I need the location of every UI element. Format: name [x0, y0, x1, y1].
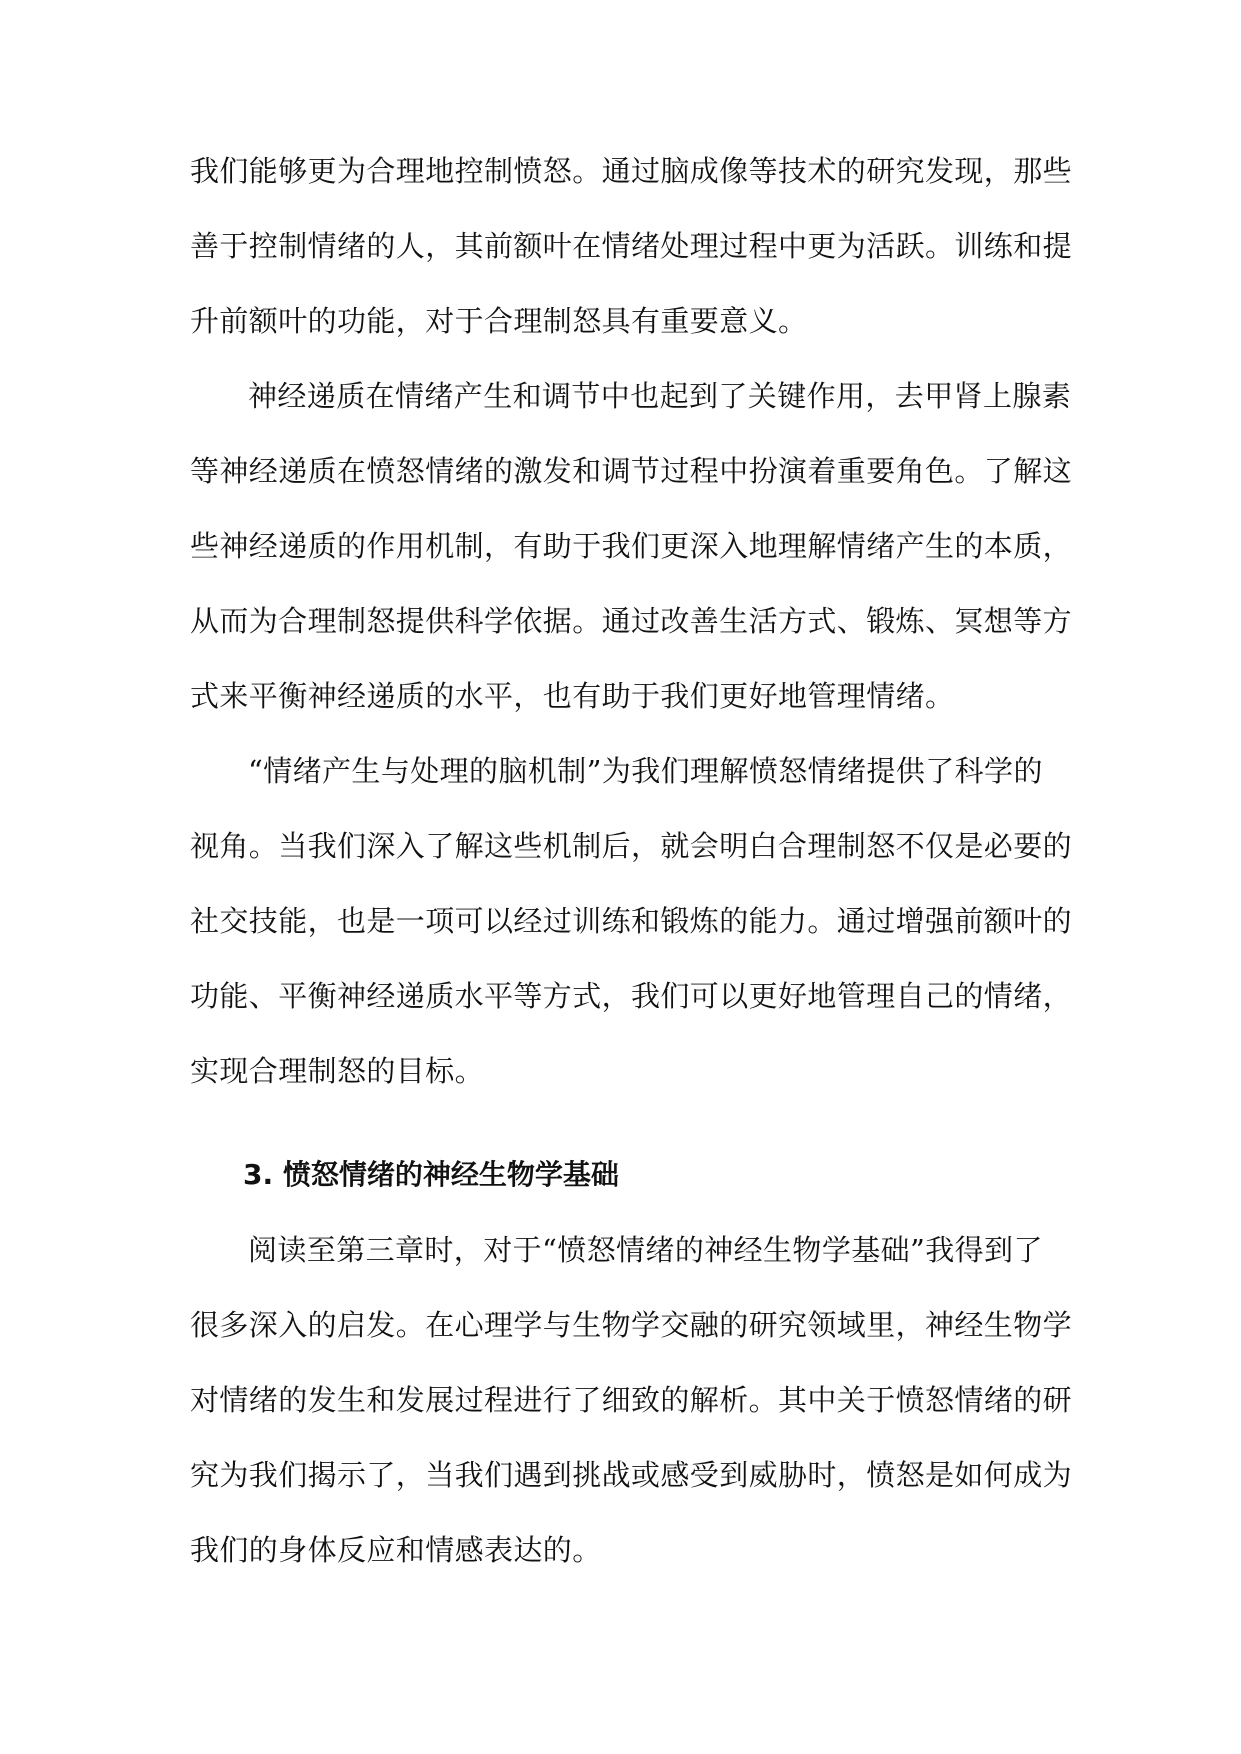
section-paragraph-line-2: 很多深入的启发。在心理学与生物学交融的研究领域里，神经生物学: [190, 1308, 1073, 1342]
paragraph-1-line-3: 升前额叶的功能，对于合理制怒具有重要意义。: [190, 304, 808, 338]
paragraph-3-line-4: 功能、平衡神经递质水平等方式，我们可以更好地管理自己的情绪，: [190, 979, 1073, 1013]
paragraph-3-line-2: 视角。当我们深入了解这些机制后，就会明白合理制怒不仅是必要的: [190, 829, 1073, 863]
paragraph-1-line-2: 善于控制情绪的人，其前额叶在情绪处理过程中更为活跃。训练和提: [190, 229, 1073, 263]
paragraph-3-line-1: “情绪产生与处理的脑机制”为我们理解愤怒情绪提供了科学的: [248, 754, 1043, 788]
section-paragraph-line-1: 阅读至第三章时，对于“愤怒情绪的神经生物学基础”我得到了: [248, 1233, 1043, 1267]
section-heading: 3. 愤怒情绪的神经生物学基础: [243, 1158, 619, 1191]
paragraph-2-line-2: 等神经递质在愤怒情绪的激发和调节过程中扮演着重要角色。了解这: [190, 454, 1073, 488]
paragraph-3-line-5: 实现合理制怒的目标。: [190, 1054, 485, 1088]
paragraph-2-line-3: 些神经递质的作用机制，有助于我们更深入地理解情绪产生的本质，: [190, 529, 1073, 563]
paragraph-2-line-1: 神经递质在情绪产生和调节中也起到了关键作用，去甲肾上腺素: [248, 379, 1072, 413]
paragraph-1-line-1: 我们能够更为合理地控制愤怒。通过脑成像等技术的研究发现，那些: [190, 154, 1073, 188]
paragraph-3-line-3: 社交技能，也是一项可以经过训练和锻炼的能力。通过增强前额叶的: [190, 904, 1073, 938]
section-paragraph-line-5: 我们的身体反应和情感表达的。: [190, 1533, 602, 1567]
paragraph-2-line-4: 从而为合理制怒提供科学依据。通过改善生活方式、锻炼、冥想等方: [190, 604, 1073, 638]
section-paragraph-line-3: 对情绪的发生和发展过程进行了细致的解析。其中关于愤怒情绪的研: [190, 1383, 1073, 1417]
section-paragraph-line-4: 究为我们揭示了，当我们遇到挑战或感受到威胁时，愤怒是如何成为: [190, 1458, 1073, 1492]
paragraph-2-line-5: 式来平衡神经递质的水平，也有助于我们更好地管理情绪。: [190, 679, 955, 713]
